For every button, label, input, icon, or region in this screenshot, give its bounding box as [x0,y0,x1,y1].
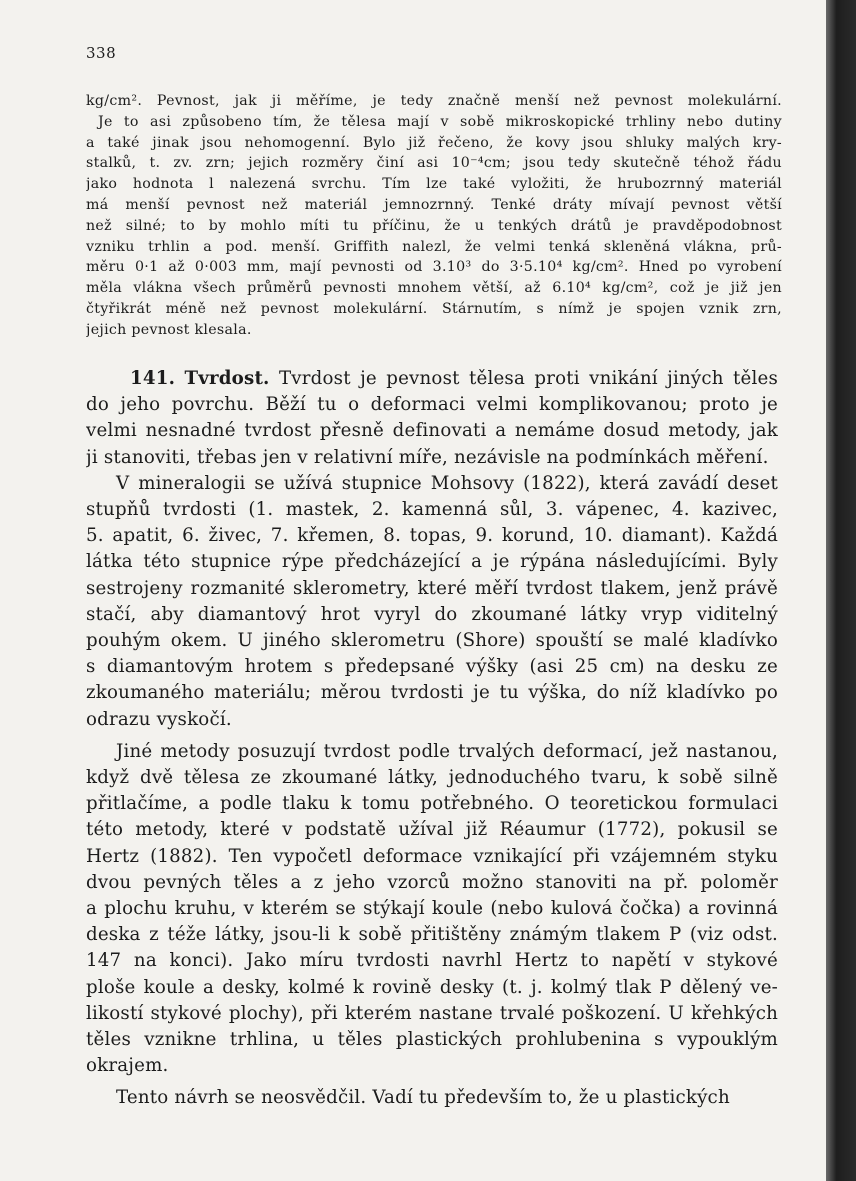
page-number: 338 [86,44,117,62]
text-line: pouhým okem. U jiného sklerometru (Shore) spouští se malé kladívko [86,630,778,652]
text-line: stupňů tvrdosti (1. mastek, 2. kamenná sůl, 3. vápenec, 4. kazivec, [86,499,778,521]
section-first-line [86,366,778,392]
text-line: a také jinak jsou nehomogenní. Bylo již řečeno, že kovy jsou shluky malých kry- [86,134,782,151]
text-line: Je to asi způsobeno tím, že tělesa mají v sobě mikroskopické trhliny nebo dutiny [98,113,782,130]
text-line: zkoumaného materiálu; měrou tvrdosti je tu výška, do níž kladívko po [86,682,778,704]
book-spine-shadow [826,0,856,1181]
text-line: má menší pevnost než materiál jemnozrnný. Tenké dráty mívají pevnost větší [86,196,782,213]
text-line: likostí stykové plochy), při kterém nastane trvalé poškození. U křehkých [86,1002,778,1024]
text-line: V mineralogii se užívá stupnice Mohsovy (1822), která zavádí deset [116,472,778,494]
text-line: látka této stupnice rýpe předcházející a je rýpána následujícími. Byly [86,551,778,573]
text-line: velmi nesnadné tvrdost přesně definovati a nemáme dosud metody, jak [86,420,778,442]
text-line: ploše koule a desky, kolmé k rovině desky (t. j. kolmý tlak P dělený ve- [86,976,778,998]
section-title: Tvrdost. [184,368,270,389]
text-line: stačí, aby diamantový hrot vyryl do zkoumané látky vryp viditelný [86,603,778,625]
text-line: přitlačíme, a podle tlaku k tomu potřebného. O teoretickou formulaci [86,793,778,815]
text-line: měru 0·1 až 0·003 mm, mají pevnosti od 3.10³ do 3·5.10⁴ kg/cm². Hned po vyrobení [86,259,782,276]
text-line: této metody, které v podstatě užíval již Réaumur (1772), pokusil se [86,819,778,841]
text-line: deska z téže látky, jsou-li k sobě přitištěny známým tlakem P (viz odst. [86,924,778,946]
text-line: čtyřikrát méně než pevnost molekulární. Stárnutím, s nímž je spojen vznik zrn, [86,300,782,317]
text-line: Jiné metody posuzují tvrdost podle trvalých deformací, jež nastanou, [116,740,778,762]
text-line: 147 na konci). Jako míru tvrdosti navrhl Hertz to napětí v stykové [86,950,778,972]
text-line: měla vlákna všech průměrů pevnosti mnohem větší, až 6.10⁴ kg/cm², což je již jen [86,280,782,297]
section-number: 141. [130,368,176,389]
text-line: s diamantovým hrotem s předepsané výšky (asi 25 cm) na desku ze [86,656,778,678]
text-line: Hertz (1882). Ten vypočetl deformace vznikající při vzájemném styku [86,845,778,867]
text-line: 5. apatit, 6. živec, 7. křemen, 8. topas, 9. korund, 10. diamant). Každá [86,525,778,547]
main-text [86,366,778,1112]
text-line: dvou pevných těles a z jeho vzorců možno stanoviti na př. poloměr [86,871,778,893]
text-line: vzniku trhlin a pod. menší. Griffith nalezl, že velmi tenká skleněná vlákna, prů- [86,238,782,255]
text-line: jako hodnota l nalezená svrchu. Tím lze také vyložiti, že hrubozrnný materiál [86,176,782,193]
text-line: ji stanoviti, třebas jen v relativní míře, nezávisle na podmínkách měření. [86,446,769,468]
text-line: těles vznikne trhlina, u těles plastických prohlubenina s vypouklým [86,1029,778,1051]
small-print-paragraph [86,91,782,341]
text-line: jejich pevnost klesala. [86,321,252,338]
text-line: a plochu kruhu, v kterém se stýkají koule (nebo kulová čočka) a rovinná [86,898,778,920]
text-line: okrajem. [86,1055,169,1077]
text-line: do jeho povrchu. Běží tu o deformaci velmi komplikovanou; proto je [86,394,778,416]
text-line: když dvě tělesa ze zkoumané látky, jednoduchého tvaru, k sobě silně [86,767,778,789]
text-line: kg/cm². Pevnost, jak ji měříme, je tedy značně menší než pevnost molekulární. [86,93,782,109]
text-line: stalků, t. zv. zrn; jejich rozměry činí asi 10⁻⁴cm; jsou tedy skutečně téhož řádu [86,155,782,172]
text-line: než silné; to by mohlo míti tu příčinu, že u tenkých drátů je pravděpodobnost [86,217,782,234]
text-line: Tento návrh se neosvědčil. Vadí tu především to, že u plastických [116,1087,730,1109]
text-line: sestrojeny rozmanité sklerometry, které měří tvrdost tlakem, jenž právě [86,577,778,599]
text-line: Tvrdost je pevnost tělesa proti vnikání jiných těles [278,368,778,389]
text-line: odrazu vyskočí. [86,708,232,730]
